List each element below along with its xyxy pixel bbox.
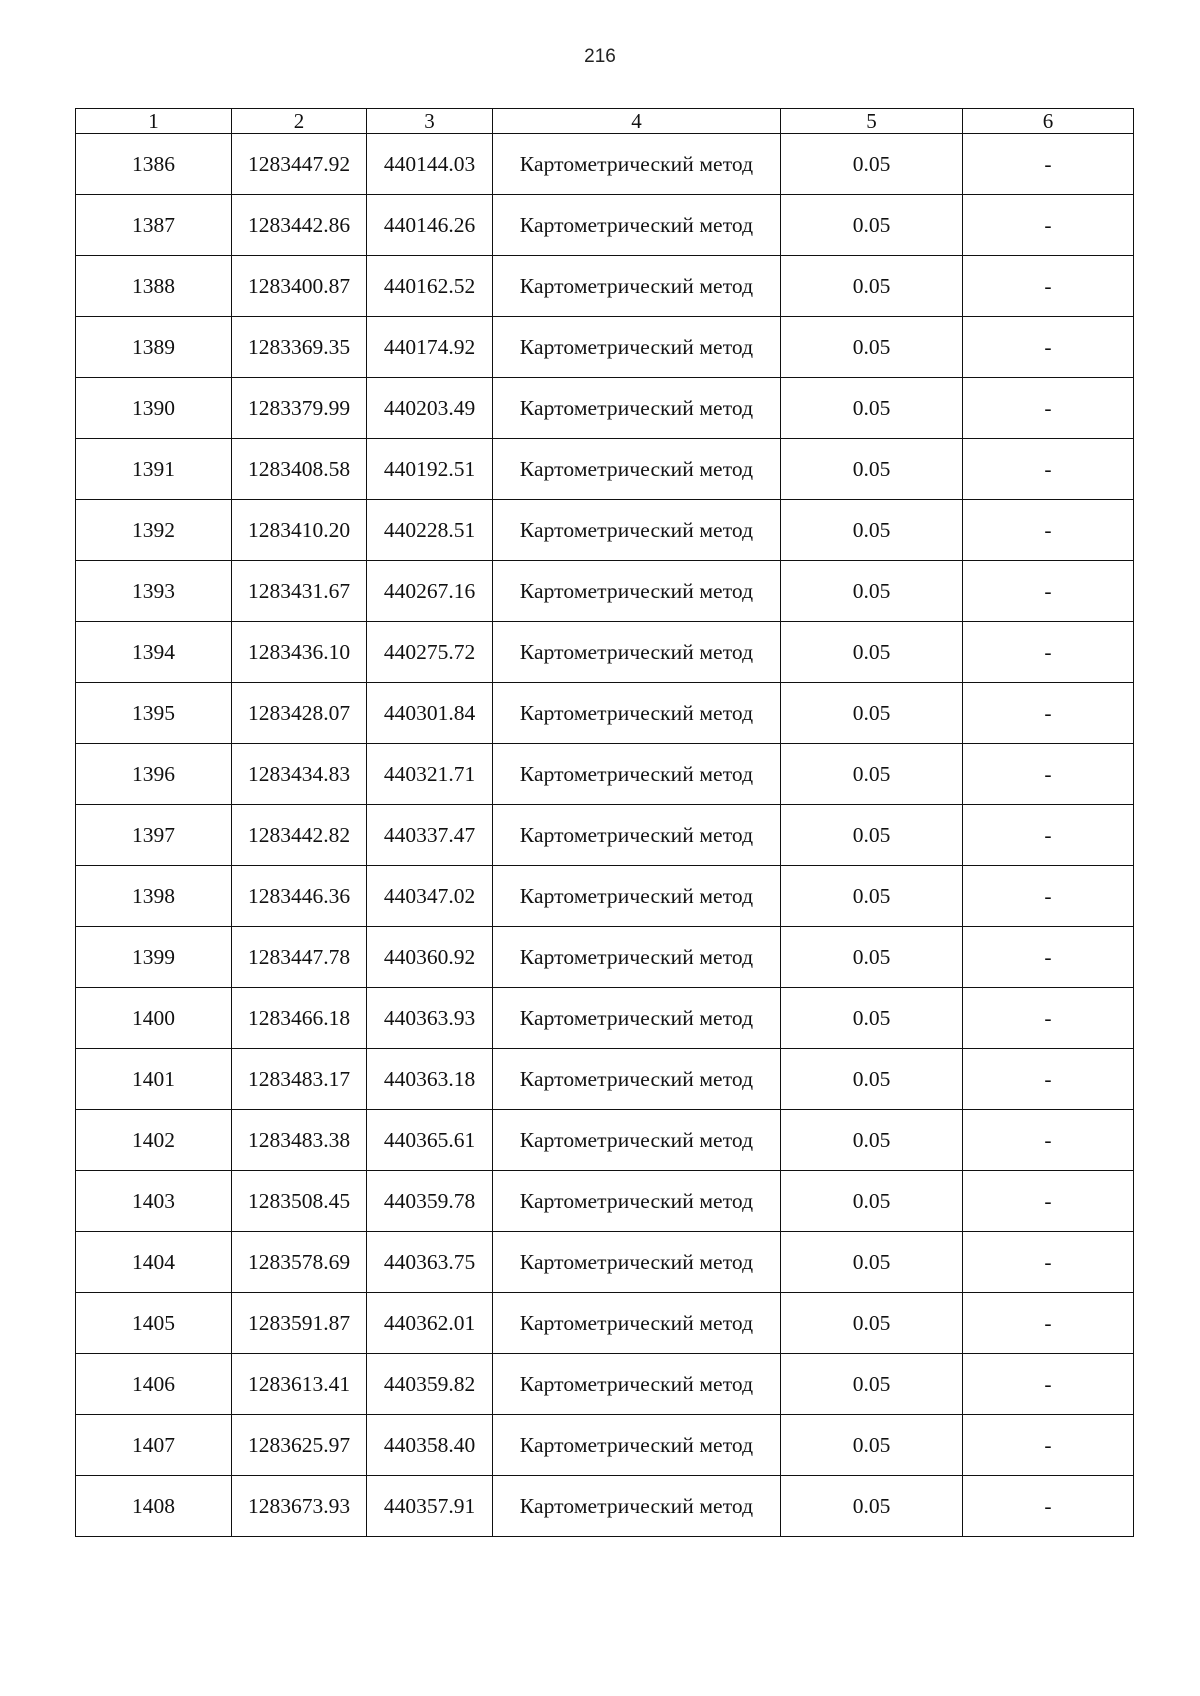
accuracy-cell: 0.05 (781, 622, 963, 683)
y-coordinate-cell: 440301.84 (367, 683, 493, 744)
y-coordinate-cell: 440363.93 (367, 988, 493, 1049)
note-cell: - (963, 988, 1134, 1049)
table-header-row (76, 109, 1134, 134)
y-coordinate-cell: 440162.52 (367, 256, 493, 317)
x-coordinate-cell: 1283578.69 (232, 1232, 367, 1293)
table-row (76, 134, 1134, 195)
x-coordinate-cell: 1283466.18 (232, 988, 367, 1049)
method-cell: Картометрический метод (493, 683, 781, 744)
note-cell: - (963, 195, 1134, 256)
note-cell: - (963, 1171, 1134, 1232)
point-number-cell: 1391 (76, 439, 232, 500)
accuracy-cell: 0.05 (781, 378, 963, 439)
x-coordinate-cell: 1283442.82 (232, 805, 367, 866)
note-cell: - (963, 256, 1134, 317)
method-cell: Картометрический метод (493, 317, 781, 378)
y-coordinate-cell: 440228.51 (367, 500, 493, 561)
y-coordinate-cell: 440359.82 (367, 1354, 493, 1415)
table-row (76, 683, 1134, 744)
x-coordinate-cell: 1283410.20 (232, 500, 367, 561)
point-number-cell: 1402 (76, 1110, 232, 1171)
table-row (76, 988, 1134, 1049)
y-coordinate-cell: 440358.40 (367, 1415, 493, 1476)
method-cell: Картометрический метод (493, 1354, 781, 1415)
point-number-cell: 1393 (76, 561, 232, 622)
method-cell: Картометрический метод (493, 1293, 781, 1354)
method-cell: Картометрический метод (493, 1049, 781, 1110)
point-number-cell: 1406 (76, 1354, 232, 1415)
point-number-cell: 1399 (76, 927, 232, 988)
note-cell: - (963, 1110, 1134, 1171)
y-coordinate-cell: 440362.01 (367, 1293, 493, 1354)
point-number-cell: 1396 (76, 744, 232, 805)
x-coordinate-cell: 1283369.35 (232, 317, 367, 378)
y-coordinate-cell: 440363.18 (367, 1049, 493, 1110)
point-number-cell: 1394 (76, 622, 232, 683)
table-body (76, 134, 1134, 1537)
accuracy-cell: 0.05 (781, 134, 963, 195)
note-cell: - (963, 683, 1134, 744)
table-row (76, 1476, 1134, 1537)
point-number-cell: 1404 (76, 1232, 232, 1293)
table-row (76, 500, 1134, 561)
method-cell: Картометрический метод (493, 1110, 781, 1171)
table-row (76, 1049, 1134, 1110)
point-number-cell: 1408 (76, 1476, 232, 1537)
y-coordinate-cell: 440337.47 (367, 805, 493, 866)
y-coordinate-cell: 440365.61 (367, 1110, 493, 1171)
x-coordinate-cell: 1283400.87 (232, 256, 367, 317)
point-number-cell: 1387 (76, 195, 232, 256)
accuracy-cell: 0.05 (781, 866, 963, 927)
x-coordinate-cell: 1283434.83 (232, 744, 367, 805)
note-cell: - (963, 805, 1134, 866)
method-cell: Картометрический метод (493, 805, 781, 866)
method-cell: Картометрический метод (493, 134, 781, 195)
note-cell: - (963, 1354, 1134, 1415)
x-coordinate-cell: 1283408.58 (232, 439, 367, 500)
x-coordinate-cell: 1283591.87 (232, 1293, 367, 1354)
method-cell: Картометрический метод (493, 1232, 781, 1293)
page-number: 216 (584, 46, 616, 67)
point-number-cell: 1392 (76, 500, 232, 561)
table-row (76, 195, 1134, 256)
table-row (76, 1415, 1134, 1476)
point-number-cell: 1397 (76, 805, 232, 866)
accuracy-cell: 0.05 (781, 1232, 963, 1293)
accuracy-cell: 0.05 (781, 1476, 963, 1537)
y-coordinate-cell: 440357.91 (367, 1476, 493, 1537)
method-cell: Картометрический метод (493, 439, 781, 500)
method-cell: Картометрический метод (493, 866, 781, 927)
x-coordinate-cell: 1283442.86 (232, 195, 367, 256)
table-row (76, 317, 1134, 378)
method-cell: Картометрический метод (493, 378, 781, 439)
table-row (76, 439, 1134, 500)
accuracy-cell: 0.05 (781, 1049, 963, 1110)
accuracy-cell: 0.05 (781, 317, 963, 378)
accuracy-cell: 0.05 (781, 439, 963, 500)
x-coordinate-cell: 1283446.36 (232, 866, 367, 927)
note-cell: - (963, 1232, 1134, 1293)
accuracy-cell: 0.05 (781, 1110, 963, 1171)
method-cell: Картометрический метод (493, 256, 781, 317)
note-cell: - (963, 866, 1134, 927)
table-row (76, 378, 1134, 439)
point-number-cell: 1388 (76, 256, 232, 317)
table-row (76, 805, 1134, 866)
x-coordinate-cell: 1283436.10 (232, 622, 367, 683)
method-cell: Картометрический метод (493, 1415, 781, 1476)
point-number-cell: 1403 (76, 1171, 232, 1232)
method-cell: Картометрический метод (493, 988, 781, 1049)
note-cell: - (963, 134, 1134, 195)
table-row (76, 561, 1134, 622)
coordinates-table (75, 108, 1134, 1537)
y-coordinate-cell: 440275.72 (367, 622, 493, 683)
table-row (76, 1110, 1134, 1171)
x-coordinate-cell: 1283508.45 (232, 1171, 367, 1232)
y-coordinate-cell: 440363.75 (367, 1232, 493, 1293)
y-coordinate-cell: 440360.92 (367, 927, 493, 988)
accuracy-cell: 0.05 (781, 1293, 963, 1354)
column-header-3: 3 (367, 109, 493, 134)
table-row (76, 1354, 1134, 1415)
point-number-cell: 1390 (76, 378, 232, 439)
column-header-6: 6 (963, 109, 1134, 134)
y-coordinate-cell: 440203.49 (367, 378, 493, 439)
x-coordinate-cell: 1283483.38 (232, 1110, 367, 1171)
note-cell: - (963, 1415, 1134, 1476)
column-header-1: 1 (76, 109, 232, 134)
table-row (76, 927, 1134, 988)
y-coordinate-cell: 440347.02 (367, 866, 493, 927)
column-header-2: 2 (232, 109, 367, 134)
note-cell: - (963, 1049, 1134, 1110)
note-cell: - (963, 500, 1134, 561)
note-cell: - (963, 622, 1134, 683)
x-coordinate-cell: 1283625.97 (232, 1415, 367, 1476)
point-number-cell: 1386 (76, 134, 232, 195)
note-cell: - (963, 744, 1134, 805)
point-number-cell: 1395 (76, 683, 232, 744)
accuracy-cell: 0.05 (781, 256, 963, 317)
accuracy-cell: 0.05 (781, 1171, 963, 1232)
column-header-4: 4 (493, 109, 781, 134)
x-coordinate-cell: 1283447.92 (232, 134, 367, 195)
note-cell: - (963, 378, 1134, 439)
y-coordinate-cell: 440146.26 (367, 195, 493, 256)
method-cell: Картометрический метод (493, 1171, 781, 1232)
point-number-cell: 1401 (76, 1049, 232, 1110)
note-cell: - (963, 561, 1134, 622)
accuracy-cell: 0.05 (781, 1415, 963, 1476)
point-number-cell: 1405 (76, 1293, 232, 1354)
accuracy-cell: 0.05 (781, 195, 963, 256)
method-cell: Картометрический метод (493, 195, 781, 256)
accuracy-cell: 0.05 (781, 500, 963, 561)
accuracy-cell: 0.05 (781, 561, 963, 622)
point-number-cell: 1400 (76, 988, 232, 1049)
accuracy-cell: 0.05 (781, 683, 963, 744)
x-coordinate-cell: 1283673.93 (232, 1476, 367, 1537)
table-row (76, 1171, 1134, 1232)
method-cell: Картометрический метод (493, 500, 781, 561)
accuracy-cell: 0.05 (781, 988, 963, 1049)
column-header-5: 5 (781, 109, 963, 134)
table-row (76, 256, 1134, 317)
y-coordinate-cell: 440359.78 (367, 1171, 493, 1232)
note-cell: - (963, 1293, 1134, 1354)
x-coordinate-cell: 1283428.07 (232, 683, 367, 744)
point-number-cell: 1389 (76, 317, 232, 378)
note-cell: - (963, 439, 1134, 500)
method-cell: Картометрический метод (493, 561, 781, 622)
x-coordinate-cell: 1283483.17 (232, 1049, 367, 1110)
method-cell: Картометрический метод (493, 744, 781, 805)
table-row (76, 866, 1134, 927)
y-coordinate-cell: 440267.16 (367, 561, 493, 622)
accuracy-cell: 0.05 (781, 1354, 963, 1415)
accuracy-cell: 0.05 (781, 805, 963, 866)
note-cell: - (963, 1476, 1134, 1537)
y-coordinate-cell: 440174.92 (367, 317, 493, 378)
accuracy-cell: 0.05 (781, 927, 963, 988)
method-cell: Картометрический метод (493, 1476, 781, 1537)
accuracy-cell: 0.05 (781, 744, 963, 805)
table-row (76, 744, 1134, 805)
note-cell: - (963, 317, 1134, 378)
table-row (76, 1232, 1134, 1293)
y-coordinate-cell: 440144.03 (367, 134, 493, 195)
table-row (76, 1293, 1134, 1354)
note-cell: - (963, 927, 1134, 988)
method-cell: Картометрический метод (493, 927, 781, 988)
x-coordinate-cell: 1283613.41 (232, 1354, 367, 1415)
x-coordinate-cell: 1283431.67 (232, 561, 367, 622)
method-cell: Картометрический метод (493, 622, 781, 683)
table-row (76, 622, 1134, 683)
x-coordinate-cell: 1283447.78 (232, 927, 367, 988)
y-coordinate-cell: 440192.51 (367, 439, 493, 500)
x-coordinate-cell: 1283379.99 (232, 378, 367, 439)
point-number-cell: 1398 (76, 866, 232, 927)
y-coordinate-cell: 440321.71 (367, 744, 493, 805)
point-number-cell: 1407 (76, 1415, 232, 1476)
